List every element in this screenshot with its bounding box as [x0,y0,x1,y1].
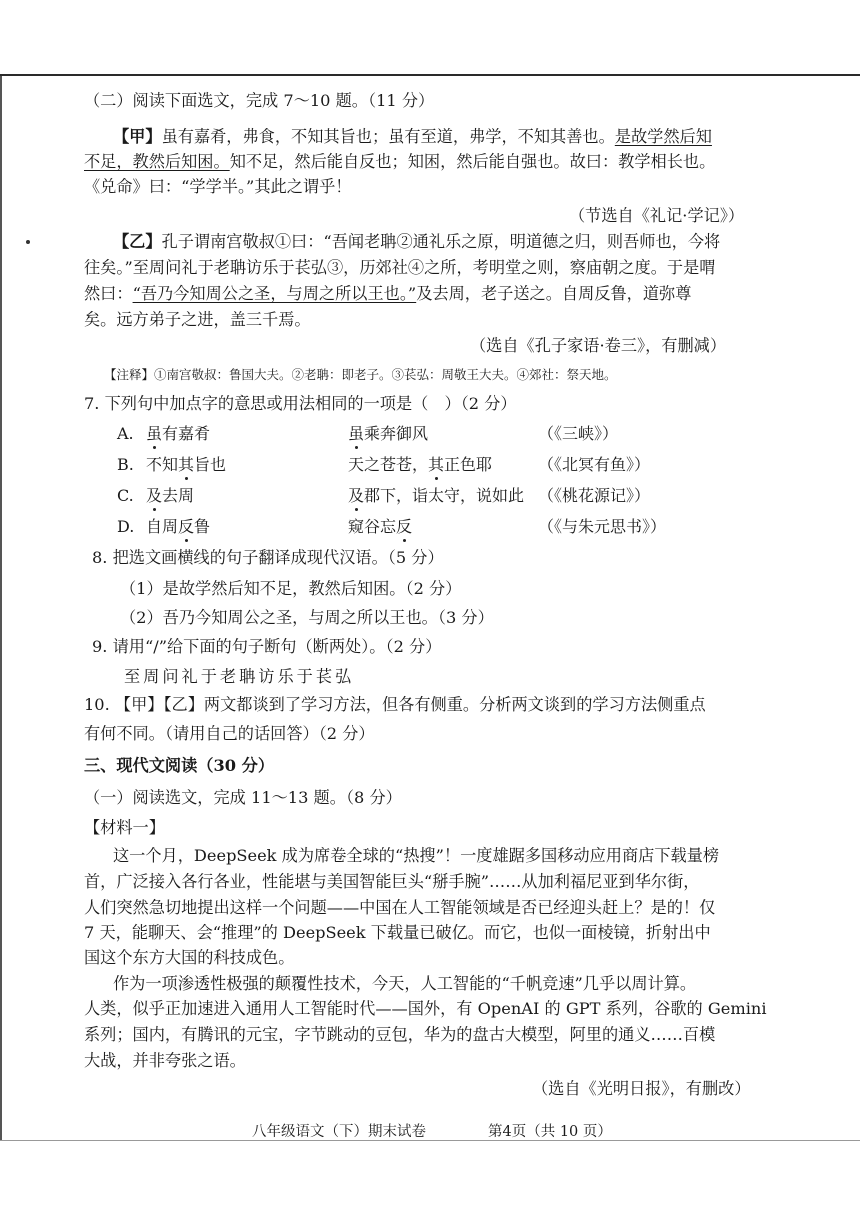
q7-b-left-post: 旨也 [194,455,227,474]
para2-line-3: 系列；国内，有腾讯的元宝，字节跳动的豆包，华为的盘古大模型，阿里的通义……百模 [84,1025,716,1044]
bottom-border-line [0,1140,860,1141]
yi-line-3 [84,283,691,305]
q7-c-source: （《桃花源记》） [538,486,651,505]
q7-d-right-dotted: 反 [396,517,413,536]
yi-underlined: “吾乃今知周公之圣，与周之所以王也。” [132,284,417,303]
q7-a-right-dotted: 虽 [348,424,365,443]
yi-text-3c: 及去周，老子送之。自周反鲁，道弥尊 [416,284,692,303]
q7-a-left-dotted: 虽 [146,424,163,443]
jia-line-2 [84,151,715,173]
para2-line-1: 作为一项渗透性极强的颠覆性技术，今天，人工智能的“千帆竞速”几乎以周计算。 [113,974,697,993]
footer-exam-title: 八年级语文（下）期末试卷 [252,1124,426,1140]
q7-b-left-pre: 不知 [146,455,179,474]
q7-b-right-dotted: 其 [428,455,445,474]
q7-c-left-post: 去周 [162,486,195,505]
para1-line-3: 人们突然急切地提出这样一个问题——中国在人工智能领域是否已经迎头赶上？是的！仅 [84,898,716,917]
q7-b-left-dotted: 其 [178,455,195,474]
yi-text-3a: 然曰： [84,284,133,303]
jia-source: （节选自《礼记·学记》） [569,206,745,225]
material-label: 【材料一】 [84,818,165,837]
section3-heading: 三、现代文阅读（30 分） [84,756,275,775]
yi-line-4: 矣。远方弟子之进，盖三千焉。 [84,310,311,329]
jia-line-3: 《兑命》曰：“学学半。”其此之谓乎！ [84,177,352,196]
para1-line-5: 国这个东方大国的科技成色。 [84,948,295,967]
jia-underlined-1: 是故学然后知 [614,127,712,146]
q7-b-letter: B. [117,455,134,474]
q7-d-left-pre: 自周 [146,517,179,536]
q7-c-right-post: 郡下，诣太守，说如此 [364,486,525,505]
yi-line-2: 往矣。”至周问礼于老聃访乐于苌弘③，历郊社④之所，考明堂之则，察庙朝之度。于是喟 [84,258,716,277]
q7-c-left-dotted: 及 [146,486,163,505]
para1-line-2: 首，广泛接入各行各业，性能堪与美国智能巨头“掰手腕”……从加利福尼亚到华尔街， [84,872,700,891]
q7-b-left [146,454,226,476]
q7-d-letter: D. [117,517,135,536]
q8-stem: 8. 把选文画横线的句子翻译成现代汉语。（5 分） [92,548,444,567]
q7-a-left-post: 有嘉肴 [162,424,211,443]
q7-d-left [146,516,210,538]
q9-stem: 9. 请用“/”给下面的句子断句（断两处）。（2 分） [92,637,442,656]
q7-a-source: （《三峡》） [538,424,619,443]
jia-underlined-2: 不足，教然后知困。 [84,152,230,171]
yi-text-1: 孔子谓南宫敬叔①曰：“吾闻老聃②通礼乐之原，明道德之归，则吾师也，今将 [161,232,721,251]
q7-a-letter: A. [117,424,134,443]
q7-stem: 7. 下列句中加点字的意思或用法相同的一项是（ ）（2 分） [84,394,517,413]
q7-c-right-dotted: 及 [348,486,365,505]
q7-b-right-post: 正色耶 [444,455,493,474]
q7-a-right-post: 乘奔御风 [364,424,429,443]
q10-line-1: 10. 【甲】【乙】两文都谈到了学习方法，但各有侧重。分析两文谈到的学习方法侧重点 [84,695,706,714]
q7-b-source: （《北冥有鱼》） [538,455,651,474]
yi-line-1 [113,231,720,253]
yi-label: 【乙】 [113,232,162,251]
q7-c-letter: C. [117,486,134,505]
q7-d-left-dotted: 反 [178,517,195,536]
jia-text-2b: 知不足，然后能自反也；知困，然后能自强也。故曰：教学相长也。 [229,152,716,171]
para2-line-2: 人类，似乎正加速进入通用人工智能时代——国外，有 OpenAI 的 GPT 系列，谷歌的 Gemini [84,999,767,1018]
footer-page-number: 第4页（共 10 页） [488,1124,612,1140]
material-source: （选自《光明日报》，有删改） [532,1079,751,1098]
section2-heading: （二）阅读下面选文，完成 7～10 题。（11 分） [84,91,435,110]
jia-label: 【甲】 [113,127,162,146]
jia-text-1a: 虽有嘉肴，弗食，不知其旨也；虽有至道，弗学，不知其善也。 [161,127,615,146]
q7-d-left-post: 鲁 [194,517,211,536]
q7-b-right [348,454,492,476]
top-border-line [0,74,860,76]
para1-line-1: 这一个月，DeepSeek 成为席卷全球的“热搜”！一度雄踞多国移动应用商店下载量榜 [113,846,720,865]
q7-a-right [348,423,428,445]
q7-c-left [146,485,194,507]
q8-sentence-2: （2）吾乃今知周公之圣，与周之所以王也。（3 分） [120,608,494,627]
yi-source: （选自《孔子家语·卷三》，有删减） [470,336,727,355]
q7-a-left [146,423,210,445]
q7-d-right-pre: 窥谷忘 [348,517,397,536]
q9-sentence: 至周问礼于老聃访乐于苌弘 [124,667,355,686]
annotation-note: 【注释】①南宫敬叔：鲁国大夫。②老聃：即老子。③苌弘：周敬王大夫。④郊社：祭天地。 [104,367,617,382]
stray-dot [26,240,30,244]
q7-d-right [348,516,412,538]
q7-d-source: （《与朱元思书》） [538,517,667,536]
left-border-line [0,76,2,1140]
q8-sentence-1: （1）是故学然后知不足，教然后知困。（2 分） [120,579,462,598]
section3-subheading: （一）阅读选文，完成 11～13 题。（8 分） [84,788,402,807]
q7-c-right [348,485,524,507]
para1-line-4: 7 天，能聊天、会“推理”的 DeepSeek 下载量已破亿。而它，也似一面棱镜，折射出中 [84,923,711,942]
jia-line-1 [113,126,712,148]
q7-b-right-pre: 天之苍苍， [348,455,429,474]
para2-line-4: 大战，并非夸张之语。 [84,1051,246,1070]
q10-line-2: 有何不同。（请用自己的话回答）（2 分） [84,724,375,743]
